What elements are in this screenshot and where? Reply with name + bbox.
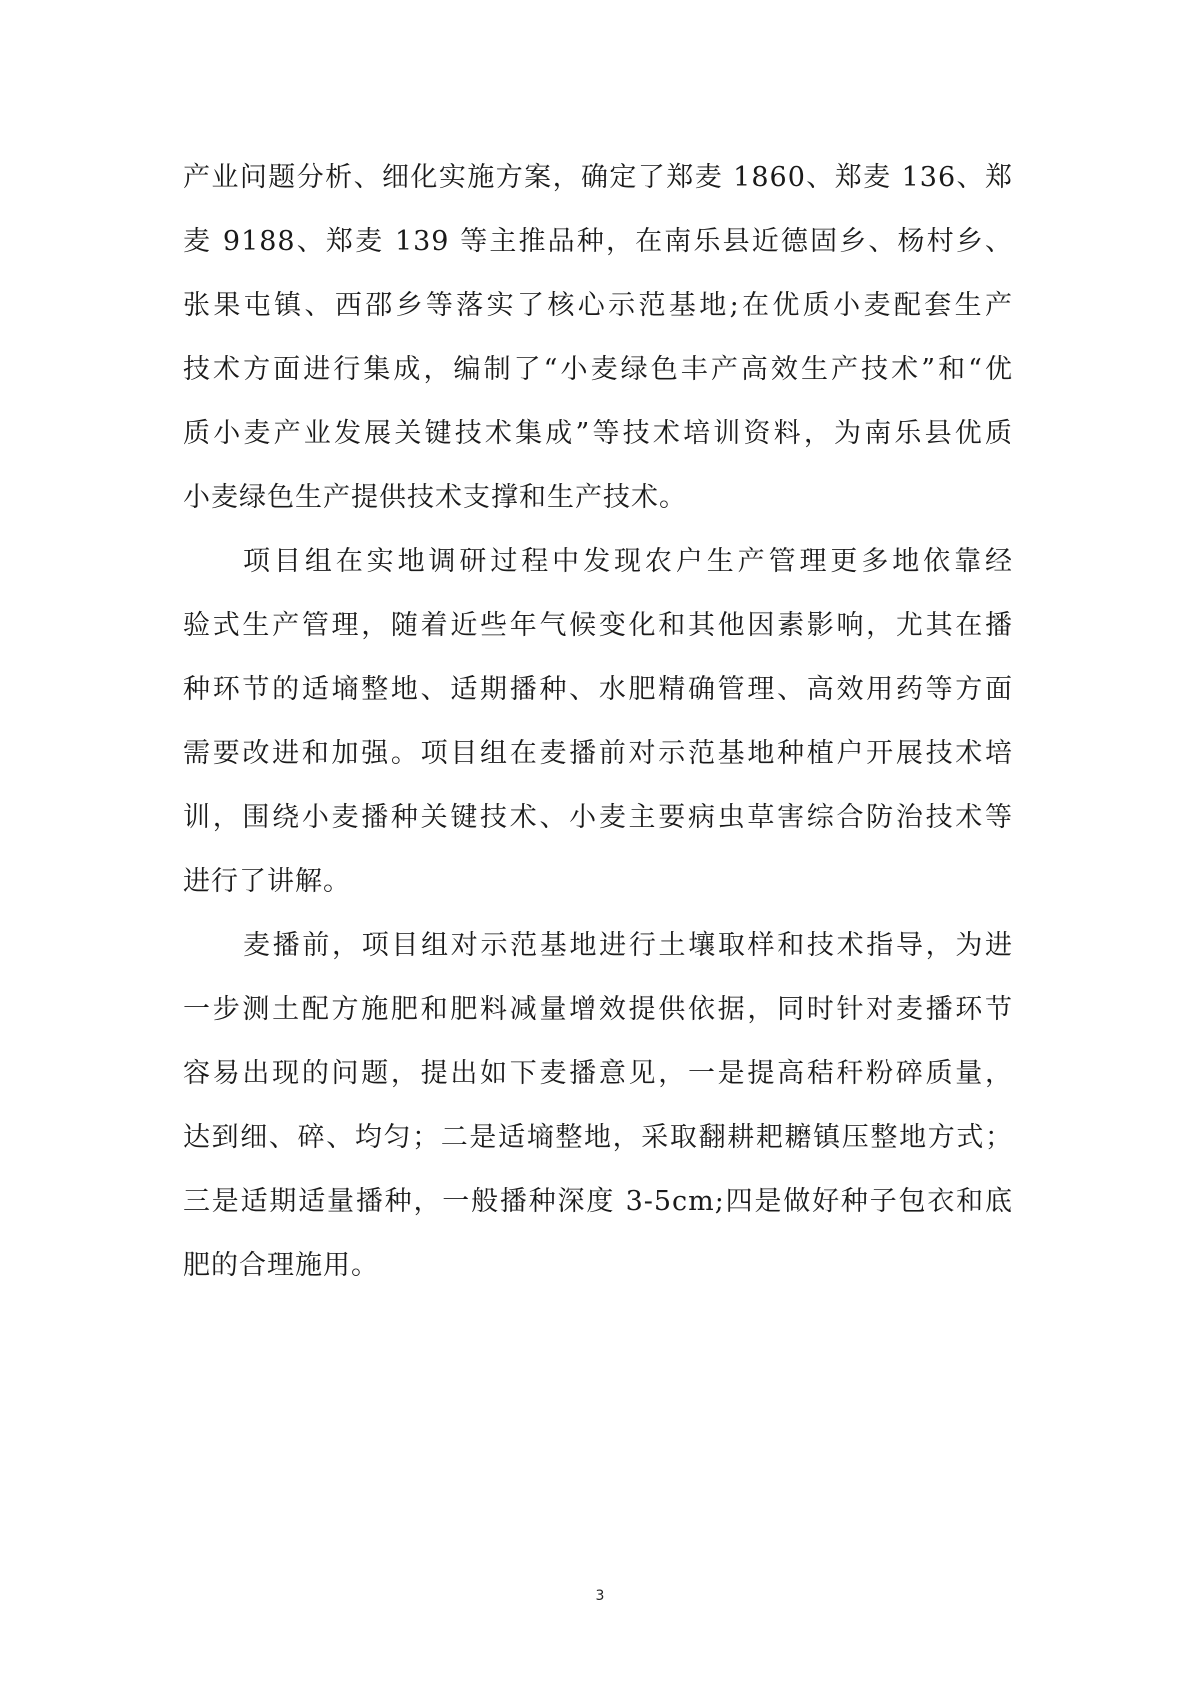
paragraph-3-line-3: 容易出现的问题，提出如下麦播意见，一是提高秸秆粉碎质量， [183, 1058, 1013, 1089]
paragraph-3-line-6: 肥的合理施用。 [183, 1250, 379, 1281]
paragraph-1-line-6: 小麦绿色生产提供技术支撑和生产技术。 [183, 482, 687, 513]
paragraph-3-line-1: 麦播前，项目组对示范基地进行土壤取样和技术指导，为进 [243, 930, 1013, 961]
paragraph-2-line-3: 种环节的适墒整地、适期播种、水肥精确管理、高效用药等方面 [183, 674, 1013, 705]
paragraph-1-line-2: 麦 9188、郑麦 139 等主推品种，在南乐县近德固乡、杨村乡、 [183, 226, 1013, 257]
paragraph-3-line-4: 达到细、碎、均匀；二是适墒整地，采取翻耕耙耱镇压整地方式； [183, 1122, 1013, 1153]
paragraph-2-line-4: 需要改进和加强。项目组在麦播前对示范基地种植户开展技术培 [183, 738, 1013, 769]
paragraph-3-line-2: 一步测土配方施肥和肥料减量增效提供依据，同时针对麦播环节 [183, 994, 1013, 1025]
paragraph-1-line-1: 产业问题分析、细化实施方案，确定了郑麦 1860、郑麦 136、郑 [183, 162, 1013, 193]
paragraph-2-line-6: 进行了讲解。 [183, 866, 351, 897]
paragraph-2-line-2: 验式生产管理，随着近些年气候变化和其他因素影响，尤其在播 [183, 610, 1013, 641]
paragraph-1-line-5: 质小麦产业发展关键技术集成”等技术培训资料，为南乐县优质 [183, 418, 1013, 449]
paragraph-1-line-4: 技术方面进行集成，编制了“小麦绿色丰产高效生产技术”和“优 [183, 354, 1013, 385]
paragraph-2-line-1: 项目组在实地调研过程中发现农户生产管理更多地依靠经 [243, 546, 1013, 577]
paragraph-3-line-5: 三是适期适量播种，一般播种深度 3-5cm;四是做好种子包衣和底 [183, 1186, 1013, 1217]
page-number: 3 [595, 1588, 605, 1604]
paragraph-1-line-3: 张果屯镇、西邵乡等落实了核心示范基地;在优质小麦配套生产 [183, 290, 1013, 321]
paragraph-2-line-5: 训，围绕小麦播种关键技术、小麦主要病虫草害综合防治技术等 [183, 802, 1013, 833]
